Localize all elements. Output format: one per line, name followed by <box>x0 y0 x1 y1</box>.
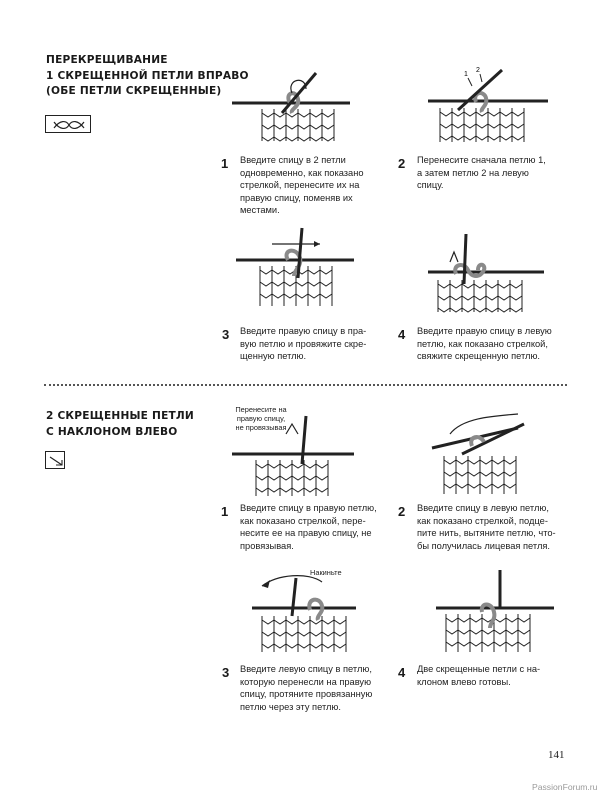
section1-title-line: ПЕРЕКРЕЩИВАНИЕ <box>46 54 168 66</box>
loop-label-2: 2 <box>476 67 480 74</box>
crossed-loop-right-symbol-icon <box>45 115 91 133</box>
callout-line: не провязывая <box>235 423 287 432</box>
step-line: которую перенесли на правую <box>240 676 372 687</box>
step-number: 2 <box>398 156 406 171</box>
knitting-diagram-s2-step1 <box>232 412 362 498</box>
step-line: а затем петлю 2 на левую <box>417 167 529 178</box>
step-line: щенную петлю. <box>240 351 307 362</box>
knitting-diagram-s2-step3 <box>252 570 364 656</box>
knitting-diagram-s2-step2 <box>432 408 562 496</box>
knitting-diagram-s1-step2 <box>428 64 556 146</box>
step-text <box>240 663 372 713</box>
step-text <box>417 154 546 192</box>
step-line: Перенесите сначала петлю 1, <box>417 155 546 165</box>
step-line: Введите правую спицу в пра- <box>240 326 367 336</box>
page-number: 141 <box>548 749 565 761</box>
step-line: свяжите скрещенную петлю. <box>417 351 541 362</box>
step-number: 1 <box>221 504 229 519</box>
section2-title-line: С НАКЛОНОМ ВЛЕВО <box>46 425 178 438</box>
step-text <box>240 154 364 217</box>
knitting-diagram-s1-step1 <box>232 73 357 145</box>
section1-title-line: (ОБЕ ПЕТЛИ СКРЕЩЕННЫЕ) <box>46 85 222 97</box>
step-line: стрелкой, перенесите их на <box>240 180 360 191</box>
step-line: одновременно, как показано <box>240 167 364 178</box>
step-text <box>417 502 556 552</box>
knitting-diagram-s1-step4 <box>428 232 548 314</box>
step-number: 1 <box>221 156 229 171</box>
step-line: спицу, протяните провязанную <box>240 689 373 700</box>
step-line: как показано стрелкой, пере- <box>240 515 366 526</box>
step-line: Две скрещенные петли с на- <box>417 664 541 674</box>
watermark: PassionForum.ru <box>532 782 598 792</box>
knitting-diagram-s2-step4 <box>436 568 558 656</box>
step-text <box>417 663 540 688</box>
loop-label-1: 1 <box>464 71 468 78</box>
two-crossed-left-symbol-icon <box>45 451 65 469</box>
step-line: вую петлю и провяжите скре- <box>240 338 367 349</box>
step-line: Введите спицу в правую петлю, <box>240 503 377 513</box>
step-line: клоном влево готовы. <box>417 676 511 687</box>
callout-line: правую спицу, <box>236 414 286 423</box>
section-divider <box>44 384 567 386</box>
step-line: Введите правую спицу в левую <box>417 326 552 336</box>
step-number: 4 <box>398 665 406 680</box>
callout-line: Перенесите на <box>235 405 287 414</box>
step-line: бы получилась лицевая петля. <box>417 540 550 551</box>
step-text <box>240 325 366 363</box>
step-line: Введите левую спицу в петлю, <box>240 664 372 674</box>
section1-title-line: 1 СКРЕЩЕННОЙ ПЕТЛИ ВПРАВО <box>46 69 249 82</box>
step-number: 2 <box>398 504 406 519</box>
step-number: 3 <box>222 327 230 342</box>
step-line: провязывая. <box>240 540 294 551</box>
section2-title-line: 2 СКРЕЩЕННЫЕ ПЕТЛИ <box>46 410 195 422</box>
step-line: спицу. <box>417 180 444 191</box>
step-line: как показано стрелкой, подце- <box>417 515 548 526</box>
section2-title <box>46 409 194 440</box>
step-text <box>240 502 377 552</box>
step-line: петлю через эту петлю. <box>240 701 341 712</box>
section1-title <box>46 53 249 100</box>
step-number: 3 <box>222 665 230 680</box>
step-line: правую спицу, поменяв их <box>240 192 353 203</box>
step-line: Введите спицу в левую петлю, <box>417 503 549 513</box>
step-text <box>417 325 552 363</box>
knitting-diagram-s1-step3 <box>236 228 358 310</box>
step-line: несите ее на правую спицу, не <box>240 528 372 539</box>
step-line: Введите спицу в 2 петли <box>240 155 346 165</box>
step-line: местами. <box>240 205 280 216</box>
step-line: петлю, как показано стрелкой, <box>417 338 548 349</box>
step-number: 4 <box>398 327 406 342</box>
callout-yarnover: Накиньте <box>310 568 342 577</box>
step-line: пите нить, вытяните петлю, что- <box>417 528 556 539</box>
